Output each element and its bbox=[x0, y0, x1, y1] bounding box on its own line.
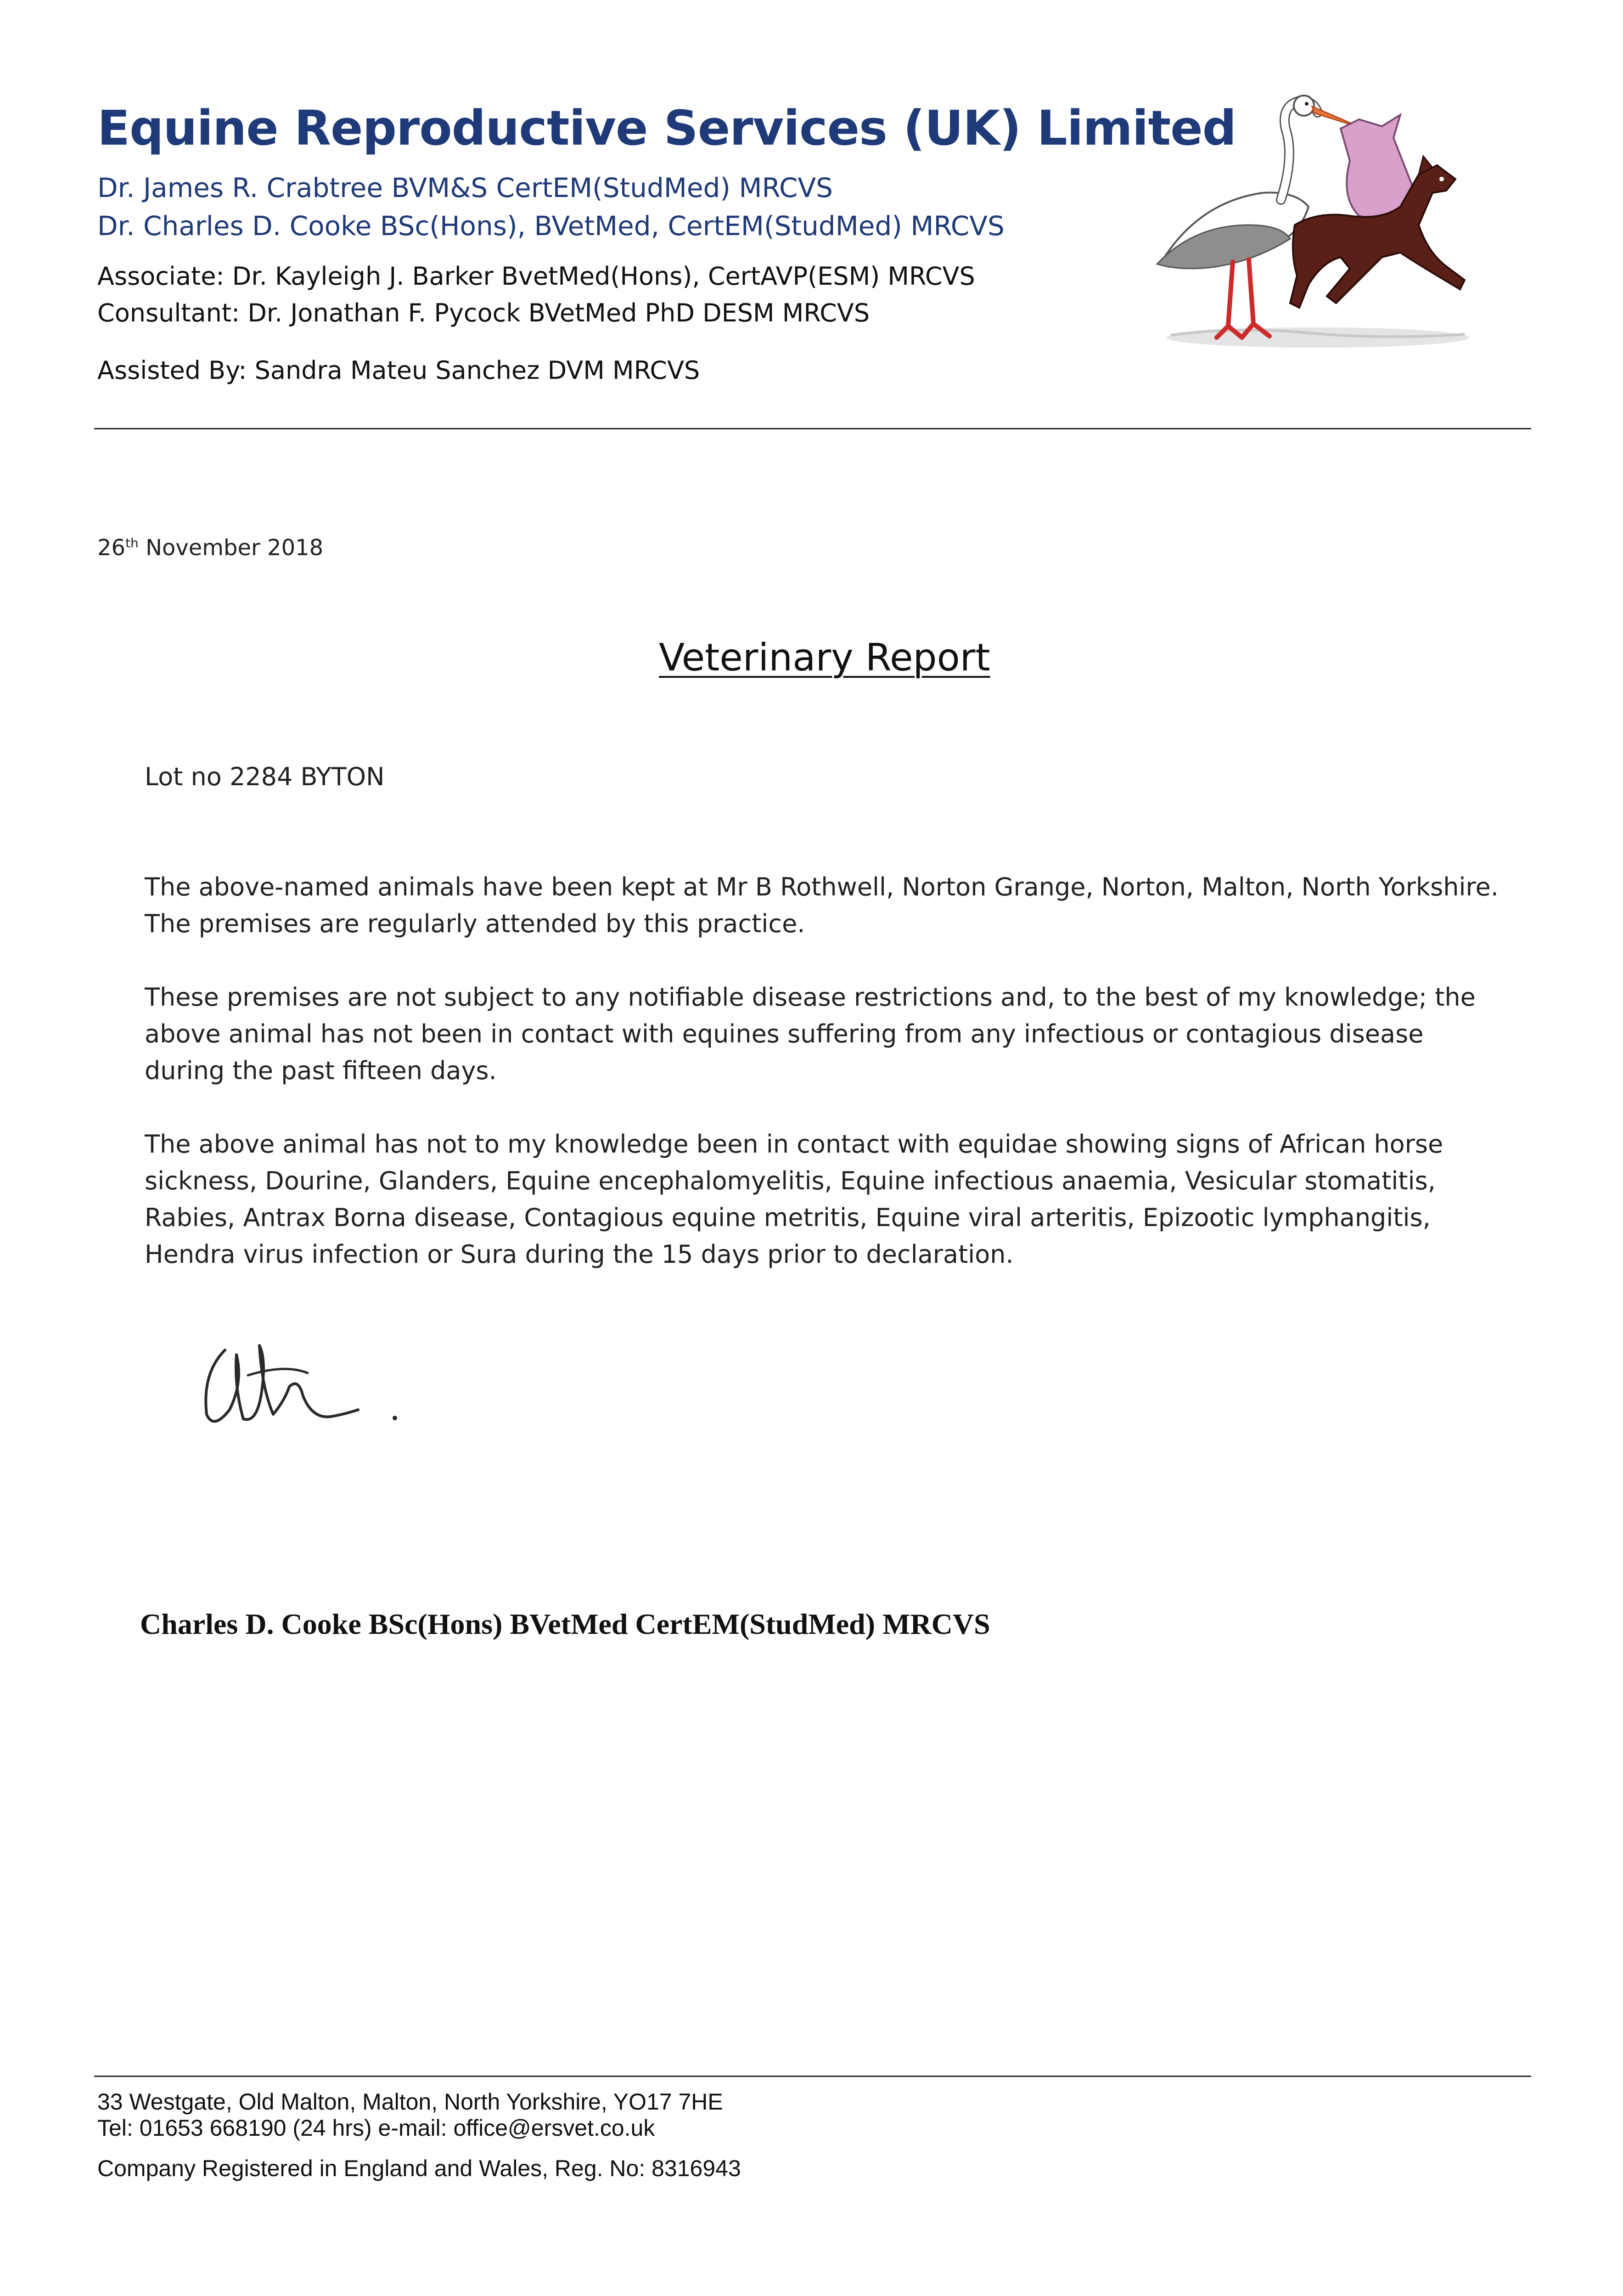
lot-line: Lot no 2284 BYTON bbox=[145, 762, 385, 791]
report-title: Veterinary Report bbox=[659, 636, 990, 680]
header-divider bbox=[94, 428, 1531, 429]
footer-address: 33 Westgate, Old Malton, Malton, North Yorkshire, YO17 7HE bbox=[97, 2089, 723, 2115]
consultant-line: Consultant: Dr. Jonathan F. Pycock BVetMed PhD DESM MRCVS bbox=[97, 298, 870, 327]
partner-line: Dr. James R. Crabtree BVM&S CertEM(StudMed) MRCVS bbox=[97, 172, 833, 203]
assisted-by-line: Assisted By: Sandra Mateu Sanchez DVM MRCVS bbox=[97, 356, 700, 385]
company-name: Equine Reproductive Services (UK) Limited bbox=[97, 100, 1236, 156]
footer-registration: Company Registered in England and Wales, Reg. No: 8316943 bbox=[97, 2155, 741, 2181]
body-paragraph: These premises are not subject to any notifiable disease restrictions and, to the best of my knowledge; the above animal has not been in contact with equines suffering from any infectious or contagious disease during the past fifteen days. bbox=[145, 983, 1476, 1085]
body-paragraph: The above-named animals have been kept at Mr B Rothwell, Norton Grange, Norton, Malton, North Yorkshire. The premises are regularly attended by this practice. bbox=[145, 872, 1499, 938]
partner-line: Dr. Charles D. Cooke BSc(Hons), BVetMed, CertEM(StudMed) MRCVS bbox=[97, 210, 1005, 242]
footer-divider bbox=[94, 2076, 1531, 2077]
signatory-name: Charles D. Cooke BSc(Hons) BVetMed CertEM(StudMed) MRCVS bbox=[140, 1608, 990, 1640]
handwritten-signature-icon bbox=[193, 1332, 413, 1437]
footer-contact: Tel: 01653 668190 (24 hrs) e-mail: office@ersvet.co.uk bbox=[97, 2115, 655, 2141]
stork-carrying-foal-icon bbox=[1143, 87, 1483, 358]
letter-date: 26th November 2018 bbox=[97, 535, 324, 561]
associate-line: Associate: Dr. Kayleigh J. Barker BvetMed(Hons), CertAVP(ESM) MRCVS bbox=[97, 262, 975, 291]
body-paragraph: The above animal has not to my knowledge been in contact with equidae showing signs of African horse sickness, Dourine, Glanders, Equine encephalomyelitis, Equine infectious anaemia, Vesicular stomatitis, Rabies, Antrax Borna disease, Contagious equine metritis, Equine viral arteritis, Epizootic lymphangitis, Hendra virus infection or Sura during the 15 days prior to declaration. bbox=[145, 1130, 1443, 1269]
